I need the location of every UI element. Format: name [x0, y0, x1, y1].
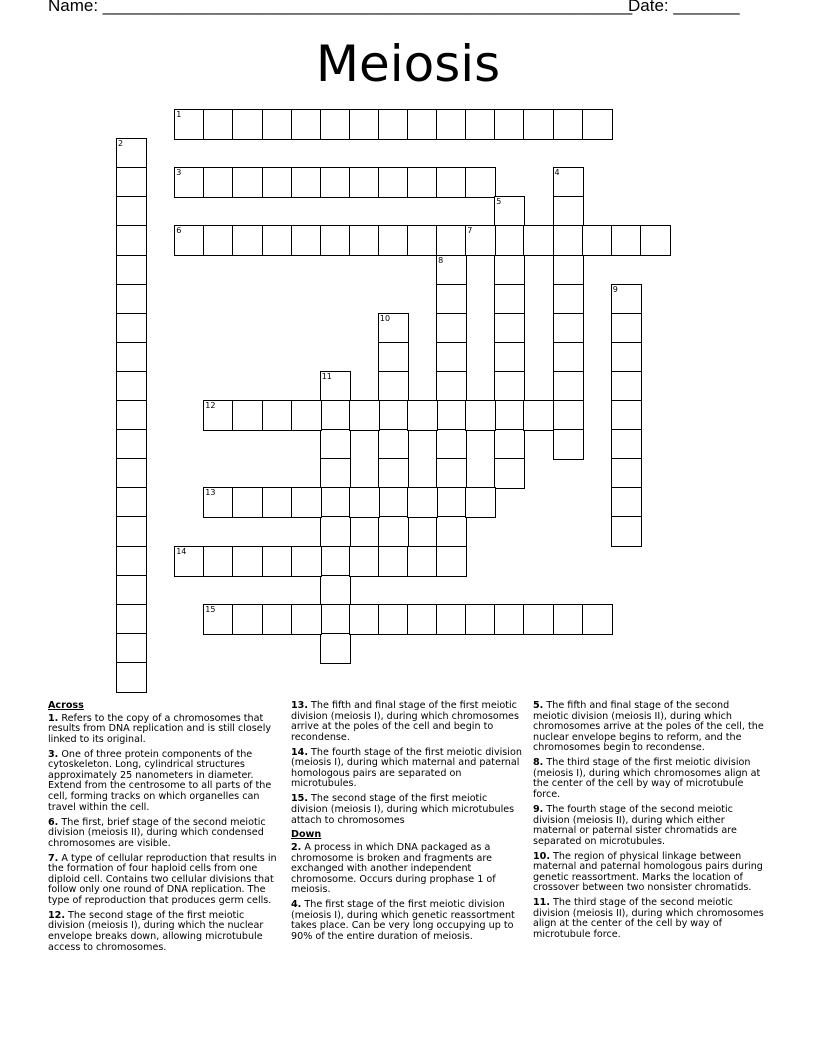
clue-num: 10.: [533, 850, 550, 862]
crossword-cell[interactable]: [116, 429, 147, 460]
across-clue: [48, 854, 278, 907]
down-clue: [291, 900, 523, 942]
crossword-cell[interactable]: [116, 604, 147, 635]
crossword-cell[interactable]: [320, 458, 351, 489]
crossword-cell[interactable]: [174, 546, 205, 577]
crossword-cell[interactable]: [262, 225, 293, 256]
crossword-cell[interactable]: [116, 284, 147, 315]
crossword-cell[interactable]: [611, 313, 642, 344]
clue-number: 13: [205, 488, 216, 498]
crossword-cell[interactable]: [494, 604, 525, 635]
clue-num: 5.: [533, 700, 544, 711]
down-clue: [533, 852, 765, 894]
crossword-cell[interactable]: [611, 400, 642, 431]
crossword-cell[interactable]: [436, 546, 467, 577]
crossword-cell[interactable]: [291, 546, 322, 577]
crossword-cell[interactable]: [494, 255, 525, 286]
crossword-cell[interactable]: [116, 662, 147, 693]
crossword-cell[interactable]: [262, 109, 293, 140]
crossword-cell[interactable]: [553, 400, 584, 431]
crossword-cell[interactable]: [378, 458, 409, 489]
crossword-cell[interactable]: [494, 284, 525, 315]
crossword-cell[interactable]: [174, 167, 205, 198]
crossword-cell[interactable]: [407, 167, 438, 198]
clue-num: 6.: [48, 816, 59, 828]
crossword-cell[interactable]: [232, 546, 263, 577]
crossword-cell[interactable]: [116, 313, 147, 344]
clue-number: 10: [379, 313, 391, 323]
crossword-cell[interactable]: [436, 225, 467, 256]
crossword-cell[interactable]: [116, 371, 147, 402]
crossword-cell[interactable]: [203, 225, 234, 256]
clue-text: The region of physical linkage between maternal and paternal homologous pairs during genetic reassortment. Marks the location of crossover between two nonsister chromatids.: [533, 850, 763, 894]
crossword-cell[interactable]: [116, 342, 147, 373]
crossword-cell[interactable]: [611, 225, 642, 256]
crossword-cell[interactable]: [349, 487, 380, 518]
clue-num: 7.: [48, 852, 59, 864]
clue-number: 1: [176, 110, 182, 119]
crossword-cell[interactable]: [553, 167, 584, 198]
across-clue: [291, 794, 523, 826]
crossword-cell[interactable]: [349, 167, 380, 198]
clue-num: 8.: [533, 757, 544, 769]
crossword-cell[interactable]: [203, 546, 234, 577]
crossword-cell[interactable]: [262, 604, 293, 635]
crossword-cell[interactable]: [378, 167, 409, 198]
crossword-cell[interactable]: [320, 225, 351, 256]
crossword-cell[interactable]: [523, 109, 554, 140]
crossword-cell[interactable]: [291, 167, 322, 198]
clue-number: 15: [205, 604, 216, 614]
clue-text: The first stage of the first meiotic division (meiosis I), during which genetic reassortment takes place. Can be very long occupying up to 90% of the entire duration of meiosis.: [291, 899, 515, 943]
down-clue: [291, 843, 523, 896]
clue-num: 15.: [291, 793, 308, 805]
crossword-cell[interactable]: [320, 429, 351, 460]
crossword-cell[interactable]: [436, 167, 467, 198]
crossword-cell[interactable]: [349, 400, 380, 431]
crossword-cell[interactable]: [611, 284, 642, 315]
crossword-cell[interactable]: [465, 487, 496, 518]
clue-number: 5: [496, 197, 502, 207]
crossword-cell[interactable]: [553, 604, 584, 635]
clue-number: 8: [438, 255, 444, 265]
crossword-cell[interactable]: [232, 487, 263, 518]
crossword-cell[interactable]: [349, 604, 380, 635]
crossword-cell[interactable]: [203, 400, 234, 431]
crossword-cell[interactable]: [320, 516, 351, 547]
crossword-cell[interactable]: [203, 487, 234, 518]
crossword-cell[interactable]: [378, 313, 409, 344]
clue-number: 2: [118, 139, 124, 149]
crossword-cell[interactable]: [494, 429, 525, 460]
crossword-cell[interactable]: [291, 487, 322, 518]
crossword-cell[interactable]: [378, 225, 409, 256]
crossword-cell[interactable]: [553, 342, 584, 373]
crossword-cell[interactable]: [494, 196, 525, 227]
crossword-cell[interactable]: [494, 109, 525, 140]
crossword-cell[interactable]: [436, 109, 467, 140]
crossword-cell[interactable]: [378, 109, 409, 140]
crossword-cell[interactable]: [320, 633, 351, 664]
crossword-cell[interactable]: [436, 255, 467, 286]
crossword-cell[interactable]: [611, 458, 642, 489]
crossword-cell[interactable]: [611, 342, 642, 373]
crossword-cell[interactable]: [320, 546, 351, 577]
crossword-cell[interactable]: [232, 167, 263, 198]
clue-text: The third stage of the first meiotic division (meiosis I), during which chromosomes align at the center of the cell by way of microtubule force.: [533, 757, 761, 801]
crossword-cell[interactable]: [436, 516, 467, 547]
clue-text: The fifth and final stage of the second meiotic division (meiosis II), during which chromosomes arrive at the poles of the cell, the nuclear envelope begins to reform, and the chromosomes begin to recondense.: [533, 700, 764, 754]
crossword-cell[interactable]: [378, 400, 409, 431]
clue-text: The fourth stage of the first meiotic division (meiosis I), during which maternal and paternal homologous pairs are separated on microtubules.: [291, 746, 522, 790]
clue-text: Refers to the copy of a chromosomes that results from DNA replication and is still closely linked to its original.: [48, 712, 272, 745]
clues-column-3: [533, 701, 765, 945]
clue-number: 4: [554, 168, 560, 178]
crossword-cell[interactable]: [436, 429, 467, 460]
crossword-cell[interactable]: [320, 109, 351, 140]
crossword-cell[interactable]: [523, 225, 554, 256]
crossword-cell[interactable]: [553, 255, 584, 286]
crossword-cell[interactable]: [116, 400, 147, 431]
clue-text: The second stage of the first meiotic division (meiosis I), during which the nuclear envelope breaks down, allowing microtubule access to chromosomes.: [48, 909, 264, 953]
crossword-cell[interactable]: [203, 604, 234, 635]
crossword-cell[interactable]: [436, 604, 467, 635]
crossword-cell[interactable]: [320, 604, 351, 635]
crossword-cell[interactable]: [494, 225, 525, 256]
crossword-cell[interactable]: [465, 604, 496, 635]
clue-number: 9: [612, 284, 618, 294]
across-clue: [291, 701, 523, 743]
clue-number: 7: [467, 226, 473, 236]
down-clue: [533, 701, 765, 754]
crossword-cell[interactable]: [407, 400, 438, 431]
crossword-cell[interactable]: [611, 429, 642, 460]
across-clue: [291, 748, 523, 790]
crossword-cell[interactable]: [116, 633, 147, 664]
crossword-cell[interactable]: [174, 225, 205, 256]
crossword-cell[interactable]: [116, 575, 147, 606]
clue-text: The first, brief stage of the second meiotic division (meiosis II), during which condensed chromosomes are visible.: [48, 816, 266, 849]
crossword-cell[interactable]: [640, 225, 671, 256]
crossword-cell[interactable]: [232, 400, 263, 431]
crossword-cell[interactable]: [553, 371, 584, 402]
crossword-cell[interactable]: [116, 196, 147, 227]
crossword-cell[interactable]: [611, 371, 642, 402]
clue-number: 11: [321, 371, 332, 381]
down-clue: [533, 898, 765, 940]
across-clue: [48, 714, 278, 746]
crossword-cell[interactable]: [582, 225, 613, 256]
clue-text: The third stage of the second meiotic division (meiosis II), during which chromosomes align at the center of the cell by way of microtubule force.: [533, 897, 764, 941]
clues-column-2: [291, 701, 523, 947]
crossword-cell[interactable]: [291, 400, 322, 431]
crossword-cell[interactable]: [465, 400, 496, 431]
crossword-cell[interactable]: [553, 313, 584, 344]
crossword-cell[interactable]: [465, 225, 496, 256]
crossword-cell[interactable]: [320, 371, 351, 402]
crossword-cell[interactable]: [203, 167, 234, 198]
crossword-cell[interactable]: [116, 458, 147, 489]
clue-number: 3: [176, 168, 182, 178]
crossword-cell[interactable]: [116, 255, 147, 286]
crossword-cell[interactable]: [553, 225, 584, 256]
crossword-cell[interactable]: [378, 516, 409, 547]
crossword-cell[interactable]: [436, 371, 467, 402]
crossword-cell[interactable]: [320, 575, 351, 606]
crossword-cell[interactable]: [262, 487, 293, 518]
clue-num: 11.: [533, 897, 550, 909]
crossword-cell[interactable]: [407, 604, 438, 635]
crossword-cell[interactable]: [378, 604, 409, 635]
crossword-cell[interactable]: [523, 400, 554, 431]
crossword-cell[interactable]: [320, 167, 351, 198]
crossword-cell[interactable]: [349, 225, 380, 256]
down-clue: [533, 758, 765, 800]
crossword-cell[interactable]: [116, 516, 147, 547]
crossword-cell[interactable]: [494, 458, 525, 489]
crossword-cell[interactable]: [262, 167, 293, 198]
crossword-cell[interactable]: [436, 342, 467, 373]
clue-num: 4.: [291, 899, 302, 911]
page-title: Meiosis: [315, 35, 501, 93]
crossword-cell[interactable]: [553, 284, 584, 315]
crossword-cell[interactable]: [378, 342, 409, 373]
clue-number: 14: [176, 546, 187, 556]
crossword-cell[interactable]: [553, 429, 584, 460]
clue-text: The second stage of the first meiotic division (meiosis I), during which microtubules attach to chromosomes: [291, 793, 515, 826]
crossword-cell[interactable]: [407, 225, 438, 256]
crossword-cell[interactable]: [465, 109, 496, 140]
crossword-cell[interactable]: [232, 604, 263, 635]
crossword-cell[interactable]: [436, 458, 467, 489]
down-clue: [533, 805, 765, 847]
across-heading: Across: [48, 700, 84, 711]
crossword-cell[interactable]: [553, 109, 584, 140]
clue-num: 13.: [291, 700, 308, 711]
crossword-cell[interactable]: [523, 604, 554, 635]
crossword-cell[interactable]: [116, 487, 147, 518]
crossword-cell[interactable]: [378, 371, 409, 402]
date-field-label: Date: _______: [628, 0, 740, 15]
crossword-cell[interactable]: [436, 487, 467, 518]
crossword-cell[interactable]: [174, 109, 205, 140]
clues-column-1: [48, 701, 278, 958]
crossword-cell[interactable]: [116, 546, 147, 577]
crossword-cell[interactable]: [436, 400, 467, 431]
crossword-cell[interactable]: [494, 371, 525, 402]
crossword-cell[interactable]: [407, 546, 438, 577]
crossword-cell[interactable]: [582, 604, 613, 635]
crossword-cell[interactable]: [291, 604, 322, 635]
clue-num: 3.: [48, 748, 59, 760]
crossword-cell[interactable]: [349, 109, 380, 140]
crossword-cell[interactable]: [611, 516, 642, 547]
clue-text: A process in which DNA packaged as a chromosome is broken and fragments are exchanged with another independent chromosome. Occurs during prophase 1 of meiosis.: [291, 842, 496, 896]
across-clue: [48, 911, 278, 953]
crossword-cell[interactable]: [436, 284, 467, 315]
clue-number: 6: [176, 226, 182, 236]
crossword-cell[interactable]: [262, 546, 293, 577]
clue-num: 9.: [533, 803, 544, 815]
crossword-cell[interactable]: [203, 109, 234, 140]
name-field-label: Name: ________________________________________________________: [48, 0, 633, 15]
crossword-cell[interactable]: [582, 109, 613, 140]
crossword-cell[interactable]: [291, 109, 322, 140]
crossword-cell[interactable]: [407, 109, 438, 140]
crossword-cell[interactable]: [494, 400, 525, 431]
crossword-cell[interactable]: [116, 225, 147, 256]
crossword-cell[interactable]: [262, 400, 293, 431]
crossword-cell[interactable]: [378, 429, 409, 460]
crossword-cell[interactable]: [320, 400, 351, 431]
crossword-cell[interactable]: [436, 313, 467, 344]
clue-text: A type of cellular reproduction that results in the formation of four haploid cells from one diploid cell. Contains two cellular divisions that follow only one round of DNA replication. The type of reproduction that produces germ cells.: [48, 852, 277, 906]
clue-number: 12: [205, 401, 216, 410]
crossword-cell[interactable]: [378, 546, 409, 577]
crossword-cell[interactable]: [291, 225, 322, 256]
clue-text: The fourth stage of the second meiotic division (meiosis II), during which either maternal or paternal sister chromatids are separated on microtubules.: [533, 803, 737, 847]
crossword-cell[interactable]: [116, 167, 147, 198]
across-clue: [48, 818, 278, 850]
crossword-cell[interactable]: [378, 487, 409, 518]
clue-num: 14.: [291, 746, 308, 758]
crossword-cell[interactable]: [553, 196, 584, 227]
crossword-cell[interactable]: [232, 109, 263, 140]
crossword-cell[interactable]: [320, 487, 351, 518]
clue-num: 2.: [291, 842, 302, 854]
crossword-cell[interactable]: [116, 138, 147, 169]
crossword-cell[interactable]: [465, 167, 496, 198]
crossword-cell[interactable]: [494, 313, 525, 344]
across-clue: [48, 750, 278, 814]
clue-num: 12.: [48, 909, 65, 921]
clue-num: 1.: [48, 712, 59, 724]
clue-text: The fifth and final stage of the first meiotic division (meiosis I), during which chromosomes arrive at the poles of the cell and begin to recondense.: [291, 700, 519, 743]
clue-text: One of three protein components of the cytoskeleton. Long, cylindrical structures approximately 25 nanometers in diameter. Extend from the centrosome to all parts of the cell, forming tracks on which organelles can travel within the cell.: [48, 748, 272, 813]
crossword-cell[interactable]: [349, 546, 380, 577]
crossword-cell[interactable]: [407, 487, 438, 518]
crossword-cell[interactable]: [232, 225, 263, 256]
crossword-cell[interactable]: [611, 487, 642, 518]
crossword-cell[interactable]: [494, 342, 525, 373]
down-heading: Down: [291, 829, 322, 841]
